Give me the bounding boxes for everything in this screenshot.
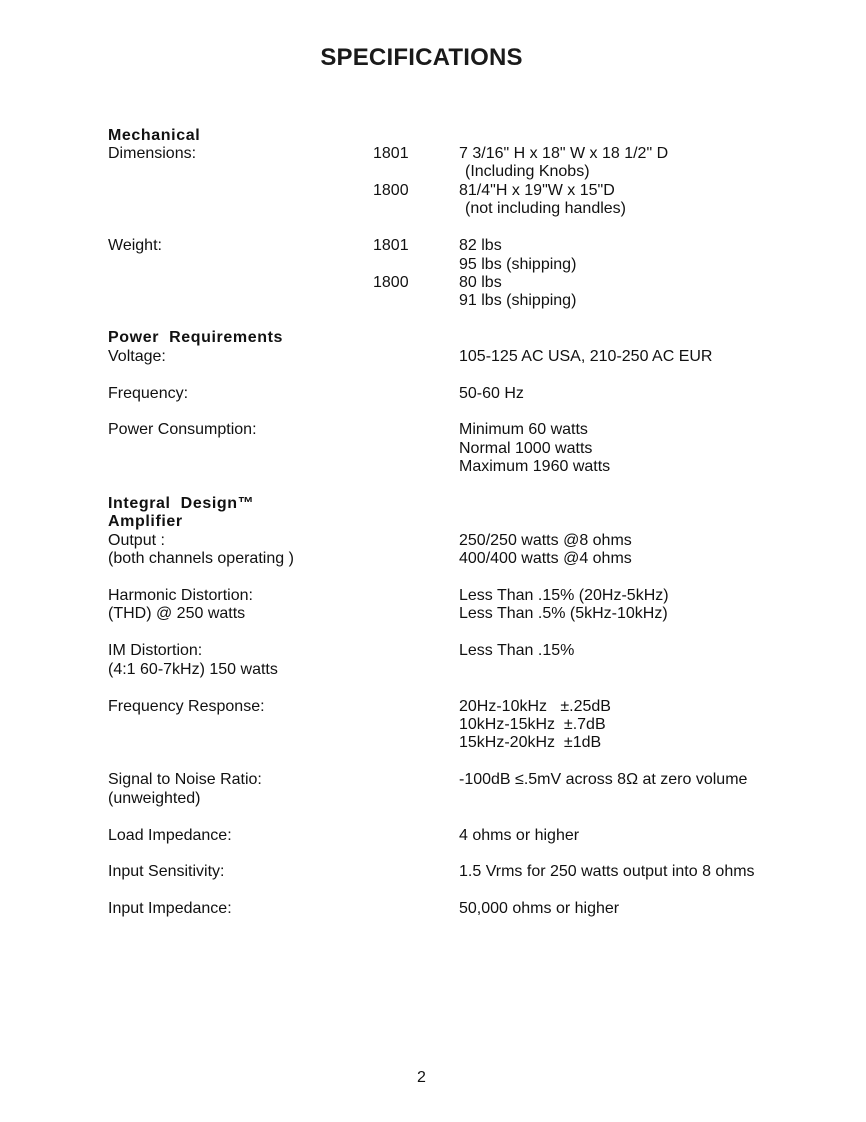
weight-1801-shipping: 95 lbs (shipping) [459, 256, 577, 273]
weight-1800-value: 80 lbs [459, 274, 502, 291]
im-distortion-sublabel: (4:1 60-7kHz) 150 watts [108, 661, 278, 678]
dimensions-model-1800: 1800 [373, 182, 409, 199]
power-consumption-max: Maximum 1960 watts [459, 458, 611, 475]
load-impedance-label: Load Impedance: [108, 827, 232, 844]
section-heading-power: Power Requirements [108, 329, 284, 346]
frequency-response-value-3: 15kHz-20kHz ±1dB [459, 734, 602, 751]
snr-sublabel: (unweighted) [108, 790, 201, 807]
weight-model-1801: 1801 [373, 237, 409, 254]
output-value-4ohm: 400/400 watts @4 ohms [459, 550, 632, 567]
output-sublabel: (both channels operating ) [108, 550, 294, 567]
weight-1800-shipping: 91 lbs (shipping) [459, 292, 577, 309]
dimensions-label: Dimensions: [108, 145, 197, 162]
weight-model-1800: 1800 [373, 274, 409, 291]
dimensions-1800-note: (not including handles) [465, 200, 626, 217]
frequency-response-label: Frequency Response: [108, 698, 265, 715]
weight-label: Weight: [108, 237, 162, 254]
input-impedance-value: 50,000 ohms or higher [459, 900, 620, 917]
frequency-response-value-1: 20Hz-10kHz ±.25dB [459, 698, 611, 715]
frequency-response-value-2: 10kHz-15kHz ±.7dB [459, 716, 606, 733]
output-label: Output : [108, 532, 165, 549]
im-distortion-label: IM Distortion: [108, 642, 203, 659]
page-number: 2 [417, 1069, 426, 1086]
thd-sublabel: (THD) @ 250 watts [108, 605, 246, 622]
load-impedance-value: 4 ohms or higher [459, 827, 580, 844]
thd-value-low: Less Than .15% (20Hz-5kHz) [459, 587, 669, 604]
dimensions-1801-note: (Including Knobs) [465, 163, 590, 180]
input-impedance-label: Input Impedance: [108, 900, 232, 917]
section-heading-mechanical: Mechanical [108, 127, 201, 144]
input-sensitivity-label: Input Sensitivity: [108, 863, 225, 880]
dimensions-1801-value: 7 3/16" H x 18" W x 18 1/2" D [459, 145, 669, 162]
power-consumption-min: Minimum 60 watts [459, 421, 588, 438]
voltage-label: Voltage: [108, 348, 166, 365]
frequency-value: 50-60 Hz [459, 385, 524, 402]
weight-1801-value: 82 lbs [459, 237, 502, 254]
page-title: SPECIFICATIONS [320, 44, 523, 71]
voltage-value: 105-125 AC USA, 210-250 AC EUR [459, 348, 713, 365]
thd-label: Harmonic Distortion: [108, 587, 253, 604]
frequency-label: Frequency: [108, 385, 189, 402]
dimensions-model-1801: 1801 [373, 145, 409, 162]
section-heading-amplifier: Integral Design™ [108, 495, 255, 512]
im-distortion-value: Less Than .15% [459, 642, 575, 659]
thd-value-high: Less Than .5% (5kHz-10kHz) [459, 605, 668, 622]
output-value-8ohm: 250/250 watts @8 ohms [459, 532, 632, 549]
power-consumption-label: Power Consumption: [108, 421, 257, 438]
snr-label: Signal to Noise Ratio: [108, 771, 262, 788]
snr-value: -100dB ≤.5mV across 8Ω at zero volume [459, 771, 748, 788]
section-heading-amplifier-line2: Amplifier [108, 513, 183, 530]
input-sensitivity-value: 1.5 Vrms for 250 watts output into 8 ohms [459, 863, 755, 880]
dimensions-1800-value: 81/4"H x 19"W x 15"D [459, 182, 615, 199]
power-consumption-normal: Normal 1000 watts [459, 440, 593, 457]
